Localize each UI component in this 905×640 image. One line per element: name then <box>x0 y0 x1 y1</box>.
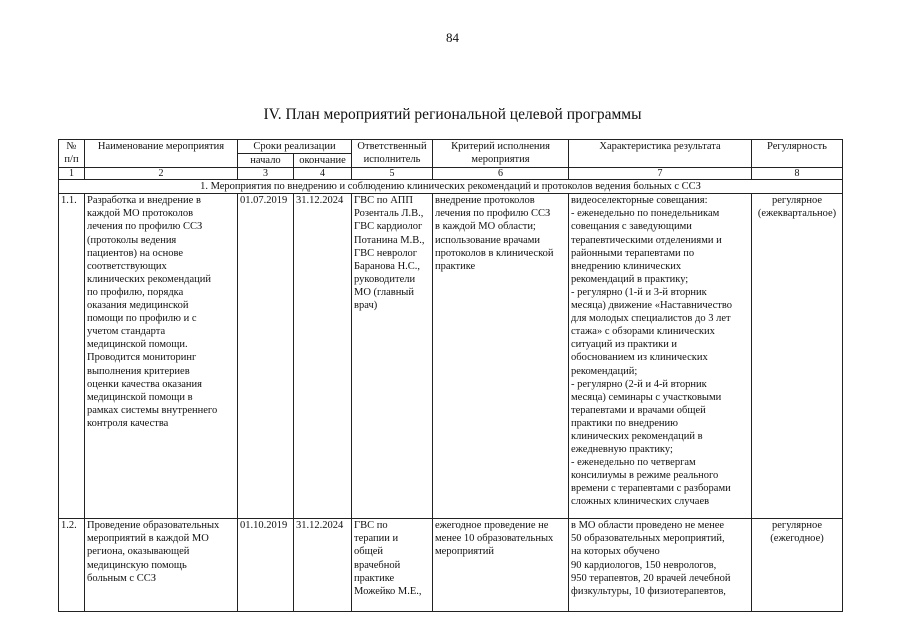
group-title: 1. Мероприятия по внедрению и соблюдению клинических рекомендаций и протоколов ведения больных с ССЗ <box>59 180 843 194</box>
header-name: Наименование мероприятия <box>85 140 238 168</box>
table-row <box>59 194 843 519</box>
row-criterion: внедрение протоколов лечения по профилю ССЗ в каждой МО области; использование врачами протоколов в клинической практике <box>433 194 569 519</box>
row-responsible: ГВС по АПП Розенталь Л.В., ГВС кардиолог Потанина М.В., ГВС невролог Баранова Н.С., руководители МО (главный врач) <box>352 194 433 519</box>
header-dates: Сроки реализации <box>238 140 352 154</box>
column-number: 3 <box>238 168 294 180</box>
row-start: 01.10.2019 <box>238 519 294 612</box>
row-result: в МО области проведено не менее 50 образовательных мероприятий, на которых обучено 90 кардиологов, 150 неврологов, 950 терапевтов, 20 врачей лечебной физкультуры, 10 физиотерапевтов, <box>569 519 752 612</box>
row-end: 31.12.2024 <box>294 519 352 612</box>
header-result: Характеристика результата <box>569 140 752 168</box>
column-number: 5 <box>352 168 433 180</box>
column-number-row <box>59 168 843 180</box>
group-row <box>59 180 843 194</box>
row-num: 1.2. <box>59 519 85 612</box>
section-title: IV. План мероприятий региональной целевой программы <box>263 106 642 123</box>
plan-table <box>58 139 843 612</box>
header-regularity: Регулярность <box>752 140 843 168</box>
row-start: 01.07.2019 <box>238 194 294 519</box>
row-result: видеоселекторные совещания: - еженедельно по понедельникам совещания с заведующими терапевтическими отделениями и районными терапевтами по внедрению клинических рекомендаций в практику; - регулярно (1-й и 3-й вторник месяца) движение «Наставничество для молодых специалистов до 3 лет стажа» с обзорами клинических ситуаций из практики и обоснованием из клинических рекомендаций; - регулярно (2-й и 4-й вторник месяца) семинары с участковыми терапевтами и врачами общей практики по внедрению клинических рекомендаций в ежедневную практику; - еженедельно по четвергам консилиумы в режиме реального времени с терапевтами с разборами сложных клинических случаев <box>569 194 752 519</box>
header-end: окончание <box>294 154 352 168</box>
table-row <box>59 519 843 612</box>
column-number: 6 <box>433 168 569 180</box>
column-number: 1 <box>59 168 85 180</box>
row-num: 1.1. <box>59 194 85 519</box>
row-responsible: ГВС по терапии и общей врачебной практике Можейко М.Е., <box>352 519 433 612</box>
row-end: 31.12.2024 <box>294 194 352 519</box>
row-name: Разработка и внедрение в каждой МО протоколов лечения по профилю ССЗ (протоколы ведения пациентов) на основе соответствующих клинических рекомендаций по профилю, порядка оказания медицинской помощи по профилю и с учетом стандарта медицинской помощи. Проводится мониторинг выполнения критериев оценки качества оказания медицинской помощи в рамках системы внутреннего контроля качества <box>85 194 238 519</box>
header-num: № п/п <box>59 140 85 168</box>
header-start: начало <box>238 154 294 168</box>
page-number: 84 <box>446 30 459 45</box>
header-row <box>59 140 843 154</box>
column-number: 4 <box>294 168 352 180</box>
row-regularity: регулярное (ежеквартальное) <box>752 194 843 519</box>
row-regularity: регулярное (ежегодное) <box>752 519 843 612</box>
column-number: 2 <box>85 168 238 180</box>
header-responsible: Ответственный исполнитель <box>352 140 433 168</box>
row-criterion: ежегодное проведение не менее 10 образовательных мероприятий <box>433 519 569 612</box>
row-name: Проведение образовательных мероприятий в каждой МО региона, оказывающей медицинскую помощь больным с ССЗ <box>85 519 238 612</box>
column-number: 8 <box>752 168 843 180</box>
column-number: 7 <box>569 168 752 180</box>
header-criterion: Критерий исполнения мероприятия <box>433 140 569 168</box>
